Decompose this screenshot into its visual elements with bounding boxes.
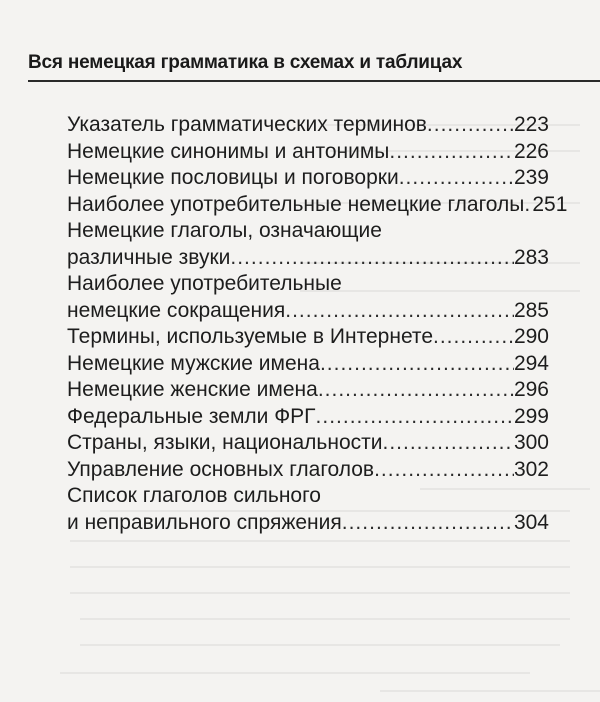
toc-entry [67, 218, 549, 271]
toc-entry [67, 324, 549, 351]
toc-entry-line [67, 324, 549, 351]
toc-entry-line [67, 298, 549, 325]
toc-entry [67, 192, 568, 219]
toc-page-number: 302 [513, 457, 549, 481]
toc-entry [67, 483, 549, 536]
toc-page-number: 294 [513, 351, 549, 375]
toc-entry-title: Страны, языки, национальности [67, 431, 383, 454]
dot-leader [230, 245, 514, 272]
toc-page-number: 251 [532, 192, 568, 216]
toc-entry-title: различные звуки [67, 245, 231, 269]
toc-entry-title: и неправильного спряжения [67, 510, 342, 534]
toc-entry-line [67, 457, 549, 484]
dot-leader [285, 298, 514, 325]
toc-entry-line [67, 430, 549, 457]
toc-entry-title: немецкие сокращения [67, 298, 286, 322]
toc-entry-title: Наиболее употребительные [67, 272, 342, 295]
toc-entry-title: Немецкие женские имена [67, 378, 318, 401]
dot-leader [433, 324, 514, 351]
toc-page-number: 283 [513, 245, 549, 269]
dot-leader [342, 510, 514, 537]
dot-leader [427, 112, 514, 139]
running-header: Вся немецкая грамматика в схемах и таблицах [28, 52, 463, 73]
toc-page-number: 296 [513, 378, 549, 401]
toc-page-number: 304 [513, 510, 549, 534]
dot-leader [399, 165, 514, 192]
dot-leader [524, 192, 532, 219]
toc-page-number: 290 [513, 325, 549, 348]
toc-entry-title: Немецкие мужские имена [67, 351, 320, 375]
toc-entry-title: Немецкие синонимы и антонимы [67, 139, 390, 163]
toc-entry [67, 139, 549, 166]
dot-leader [320, 351, 514, 378]
toc-page-number: 300 [513, 431, 549, 454]
toc-entry-line [67, 245, 549, 272]
toc-entry-line [67, 165, 549, 192]
toc-entry-line [67, 377, 549, 404]
toc-entry [67, 271, 549, 324]
toc-entry-line [67, 112, 549, 139]
toc-entry [67, 430, 549, 457]
toc-entry [67, 165, 549, 192]
toc-page-number: 285 [513, 298, 549, 322]
header-rule [28, 80, 600, 82]
toc-entry [67, 351, 549, 378]
dot-leader [316, 404, 514, 431]
toc-entry-title: Федеральные земли ФРГ [67, 404, 316, 428]
toc-entry-line [67, 510, 549, 537]
dot-leader [318, 377, 514, 404]
toc-entry-title: Указатель грамматических терминов [67, 113, 427, 136]
toc-entry [67, 404, 549, 431]
table-of-contents [67, 112, 568, 536]
toc-entry-line [67, 192, 568, 219]
toc-entry-title: Список глаголов сильного [67, 484, 321, 507]
toc-page-number: 299 [513, 404, 549, 428]
toc-page-number: 239 [513, 166, 549, 189]
dot-leader [383, 430, 514, 457]
toc-entry [67, 377, 549, 404]
toc-entry-title: Термины, используемые в Интернете [67, 325, 433, 348]
dot-leader [374, 457, 514, 484]
toc-entry [67, 112, 549, 139]
toc-page-number: 223 [513, 113, 549, 136]
toc-page-number: 226 [513, 139, 549, 163]
toc-entry-title: Немецкие глаголы, означающие [67, 219, 382, 242]
toc-entry [67, 457, 549, 484]
toc-entry-title: Управление основных глаголов [67, 457, 375, 481]
toc-entry-line [67, 404, 549, 431]
toc-entry-title: Наиболее употребительные немецкие глаголы [67, 192, 525, 216]
dot-leader [389, 139, 514, 166]
toc-entry-line [67, 139, 549, 166]
toc-entry-line [67, 351, 549, 378]
toc-entry-title: Немецкие пословицы и поговорки [67, 166, 399, 189]
